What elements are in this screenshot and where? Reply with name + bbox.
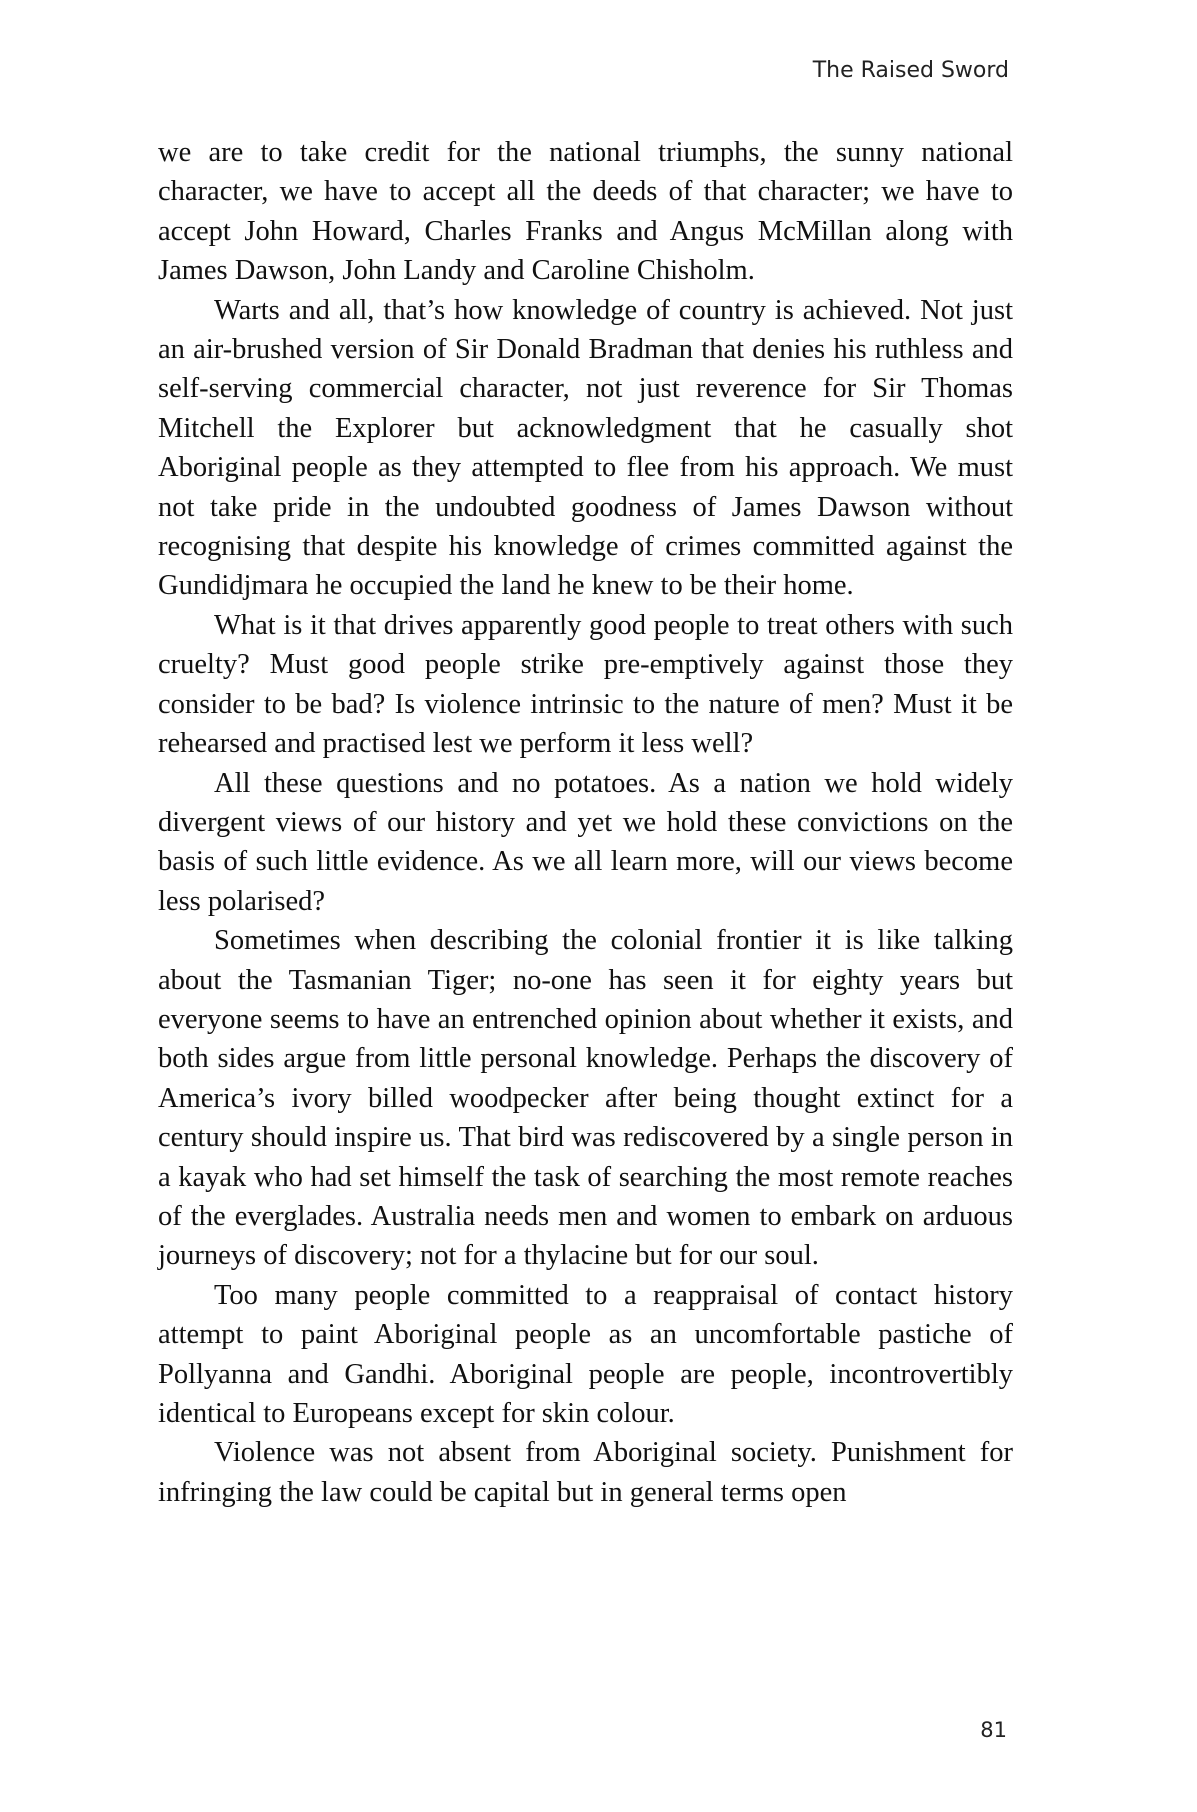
paragraph: Too many people committed to a reappraisal of contact history attempt to paint Aboriginal people as an uncomfortable pastiche of Pollyanna and Gandhi. Aboriginal people are people, incontrovertibly identical to Europeans except for skin colour.	[158, 1279, 1013, 1429]
page-number: 81	[980, 1718, 1007, 1742]
paragraph: All these questions and no potatoes. As a nation we hold widely divergent views of our history and yet we hold these convictions on the basis of such little evidence. As we all learn more, will our views become less polarised?	[158, 767, 1013, 917]
paragraph: Violence was not absent from Aboriginal society. Punishment for infringing the law could be capital but in general terms open	[158, 1437, 1013, 1508]
paragraph: Warts and all, that’s how knowledge of country is achieved. Not just an air-brushed version of Sir Donald Bradman that denies his ruthless and self-serving commercial character, not just reverence for Sir Thomas Mitchell the Explorer but acknowledgment that he casually shot Aboriginal people as they attempted to flee from his approach. We must not take pride in the undoubted goodness of James Dawson without recognising that despite his knowledge of crimes committed against the Gundidjmara he occupied the land he knew to be their home.	[158, 294, 1013, 602]
paragraph: we are to take credit for the national triumphs, the sunny national character, we have to accept all the deeds of that character; we have to accept John Howard, Charles Franks and Angus McMillan along with James Dawson, John Landy and Caroline Chisholm.	[158, 137, 1013, 287]
paragraph: What is it that drives apparently good people to treat others with such cruelty? Must good people strike pre-emptively against those they consider to be bad? Is violence intrinsic to the nature of men? Must it be rehearsed and practised lest we perform it less well?	[158, 609, 1013, 760]
running-head: The Raised Sword	[812, 58, 1009, 83]
paragraph: Sometimes when describing the colonial frontier it is like talking about the Tasmanian Tiger; no-one has seen it for eighty years but everyone seems to have an entrenched opinion about whether it exists, and both sides argue from little personal knowledge. Perhaps the discovery of America’s ivory billed woodpecker after being thought extinct for a century should inspire us. That bird was rediscovered by a single person in a kayak who had set himself the task of searching the most remote reaches of the everglades. Australia needs men and women to embark on arduous journeys of discovery; not for a thylacine but for our soul.	[158, 925, 1013, 1272]
body-text	[158, 133, 1013, 1512]
